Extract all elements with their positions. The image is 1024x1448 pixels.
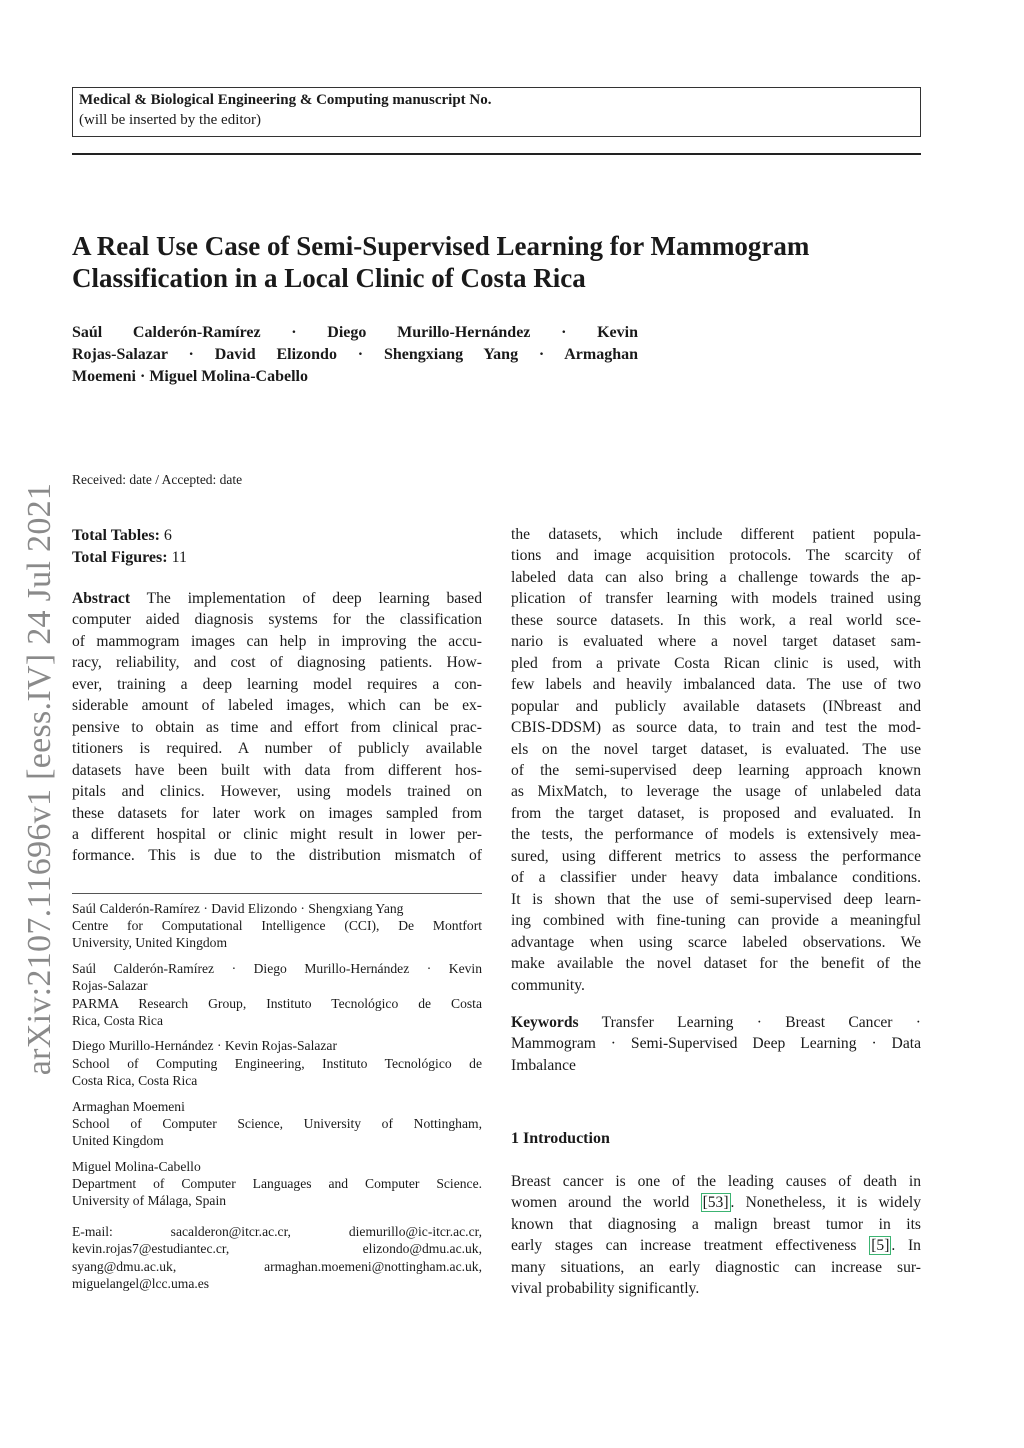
text-line: titioners is required. A number of publicly available bbox=[72, 740, 482, 758]
text-line: these source datasets. In this work, a real world sce- bbox=[511, 611, 921, 629]
footnote-rule bbox=[72, 893, 482, 894]
total-tables-label: Total Tables: bbox=[72, 527, 160, 544]
text-line: Keywords Transfer Learning · Breast Cancer · bbox=[511, 1014, 921, 1031]
citation-link[interactable]: [53] bbox=[702, 1194, 729, 1212]
text-line: of the semi-supervised deep learning approach known bbox=[511, 761, 921, 779]
text-line: community. bbox=[511, 976, 585, 994]
affiliation-line: School of Computer Science, University of Nottingham, bbox=[72, 1115, 482, 1131]
citation-link[interactable]: [5] bbox=[871, 1237, 890, 1255]
text-line: Imbalance bbox=[511, 1056, 576, 1074]
title-line: A Real Use Case of Semi-Supervised Learning for Mammogram bbox=[72, 231, 810, 261]
text-line: Abstract The implementation of deep learning based bbox=[72, 590, 482, 607]
inline-label: Keywords bbox=[511, 1014, 579, 1031]
text-line: a different hospital or clinic might result in lower per- bbox=[72, 825, 482, 843]
author-list bbox=[72, 322, 638, 388]
text-line: women around the world [53] . Nonetheless, it is widely bbox=[511, 1194, 921, 1212]
text-line: pled from a private Costa Rican clinic is used, with bbox=[511, 654, 921, 672]
text-line: computer aided diagnosis systems for the classification bbox=[72, 611, 482, 629]
text-line: early stages can increase treatment effectiveness [5] . In bbox=[511, 1237, 921, 1255]
text-line: pensive to obtain as time and effort from clinical prac- bbox=[72, 718, 482, 736]
text-line: pitals and clinics. However, using models trained on bbox=[72, 783, 482, 801]
keywords bbox=[511, 1012, 921, 1076]
affiliation-line: Costa Rica, Costa Rica bbox=[72, 1072, 198, 1088]
arxiv-stamp: arXiv:2107.11696v1 [eess.IV] 24 Jul 2021 bbox=[21, 482, 58, 1076]
affiliation-line: University of Málaga, Spain bbox=[72, 1193, 227, 1209]
text-line: sured, using different metrics to assess the performance bbox=[511, 847, 921, 865]
text-line: datasets have been built with data from different hos- bbox=[72, 761, 482, 779]
affiliation-line: United Kingdom bbox=[72, 1132, 164, 1148]
affiliation-line: PARMA Research Group, Instituto Tecnológico de Costa bbox=[72, 995, 482, 1011]
text-line: racy, reliability, and cost of diagnosing patients. How- bbox=[72, 654, 482, 672]
header-rule bbox=[72, 153, 921, 155]
email-line: kevin.rojas7@estudiantec.cr, elizondo@dmu.ac.uk, bbox=[72, 1241, 482, 1257]
affiliations bbox=[72, 900, 482, 1292]
affiliation-line: School of Computing Engineering, Instituto Tecnológico de bbox=[72, 1055, 482, 1071]
text-line: els on the novel target dataset, is evaluated. The use bbox=[511, 740, 921, 758]
email-line: miguelangel@lcc.uma.es bbox=[72, 1275, 210, 1291]
text-line: these datasets for later work on images sampled from bbox=[72, 804, 482, 822]
text-line: make available the novel dataset for the benefit of the bbox=[511, 955, 921, 973]
text-line: known that diagnosing a malign breast tumor in its bbox=[511, 1215, 921, 1233]
author-line: Moemeni · Miguel Molina-Cabello bbox=[72, 368, 308, 385]
text-line: as MixMatch, to leverage the usage of unlabeled data bbox=[511, 783, 921, 801]
affiliation-line: Rica, Costa Rica bbox=[72, 1012, 163, 1028]
affiliation-line: Saúl Calderón-Ramírez · David Elizondo · Shengxiang Yang bbox=[72, 901, 404, 916]
affiliation-line: University, United Kingdom bbox=[72, 935, 228, 951]
affiliation-line: Department of Computer Languages and Computer Science. bbox=[72, 1175, 482, 1191]
text-line: of mammogram images can help in improving the accu- bbox=[72, 632, 482, 650]
journal-header-box bbox=[72, 87, 921, 137]
affiliation-line: Armaghan Moemeni bbox=[72, 1098, 185, 1114]
text-line: Mammogram · Semi-Supervised Deep Learning · Data bbox=[511, 1035, 921, 1053]
text-line: tions and image acquisition protocols. The scarcity of bbox=[511, 547, 921, 565]
affiliation-line: Saúl Calderón-Ramírez · Diego Murillo-Hernández · Kevin bbox=[72, 961, 482, 977]
abstract-continued bbox=[511, 524, 921, 996]
journal-note: (will be inserted by the editor) bbox=[79, 112, 262, 128]
abstract bbox=[72, 588, 482, 867]
text-line: many situations, an early diagnostic can increase sur- bbox=[511, 1258, 921, 1276]
title-line: Classification in a Local Clinic of Costa Rica bbox=[72, 263, 586, 293]
text-line: popular and publicly available datasets (INbreast and bbox=[511, 697, 921, 715]
author-line: Saúl Calderón-Ramírez · Diego Murillo-Hernández · Kevin bbox=[72, 324, 638, 341]
text-line: advantage when using scarce labeled observations. We bbox=[511, 933, 921, 951]
total-figures-value: 11 bbox=[171, 549, 187, 566]
text-line: vival probability significantly. bbox=[511, 1280, 700, 1298]
affiliation-line: Centre for Computational Intelligence (CCI), De Montfort bbox=[72, 918, 482, 934]
journal-name: Medical & Biological Engineering & Computing manuscript No. bbox=[79, 92, 492, 108]
paper-title bbox=[72, 230, 932, 294]
text-line: ever, training a deep learning model requires a con- bbox=[72, 675, 482, 693]
email-line: syang@dmu.ac.uk, armaghan.moemeni@nottingham.ac.uk, bbox=[72, 1258, 482, 1274]
text-line: the tests, the performance of models is extensively mea- bbox=[511, 826, 921, 844]
email-line: E-mail: sacalderon@itcr.ac.cr, diemurillo@ic-itcr.ac.cr, bbox=[72, 1224, 482, 1240]
inline-label: Abstract bbox=[72, 590, 131, 607]
text-line: nario is evaluated where a novel target dataset sam- bbox=[511, 633, 921, 651]
text-line: formance. This is due to the distribution mismatch of bbox=[72, 847, 482, 865]
text-line: It is shown that the use of semi-supervised deep learn- bbox=[511, 890, 921, 908]
text-line: plication of transfer learning with models trained using bbox=[511, 590, 921, 608]
text-line: labeled data can also bring a challenge towards the ap- bbox=[511, 568, 921, 586]
section-heading-introduction: 1 Introduction bbox=[511, 1130, 610, 1147]
totals bbox=[72, 525, 187, 569]
text-line: Breast cancer is one of the leading causes of death in bbox=[511, 1173, 921, 1190]
text-line: CBIS-DDSM) as source data, to train and test the mod- bbox=[511, 719, 921, 737]
text-line: the datasets, which include different patient popula- bbox=[511, 526, 921, 543]
text-line: of a classifier under heavy data imbalance conditions. bbox=[511, 869, 921, 887]
text-line: from the target dataset, is proposed and evaluated. In bbox=[511, 804, 921, 822]
introduction-text bbox=[511, 1171, 921, 1300]
total-figures-label: Total Figures: bbox=[72, 549, 168, 566]
affiliation-line: Diego Murillo-Hernández · Kevin Rojas-Salazar bbox=[72, 1038, 337, 1054]
text-line: ing combined with fine-tuning can provide a meaningful bbox=[511, 912, 921, 930]
text-line: few labels and heavily imbalanced data. The use of two bbox=[511, 676, 921, 694]
total-tables-value: 6 bbox=[163, 527, 172, 544]
received-date: Received: date / Accepted: date bbox=[72, 472, 243, 487]
author-line: Rojas-Salazar · David Elizondo · Shengxiang Yang · Armaghan bbox=[72, 346, 638, 363]
text-line: siderable amount of labeled images, which can be ex- bbox=[72, 697, 482, 715]
affiliation-line: Rojas-Salazar bbox=[72, 978, 148, 994]
affiliation-line: Miguel Molina-Cabello bbox=[72, 1158, 201, 1174]
